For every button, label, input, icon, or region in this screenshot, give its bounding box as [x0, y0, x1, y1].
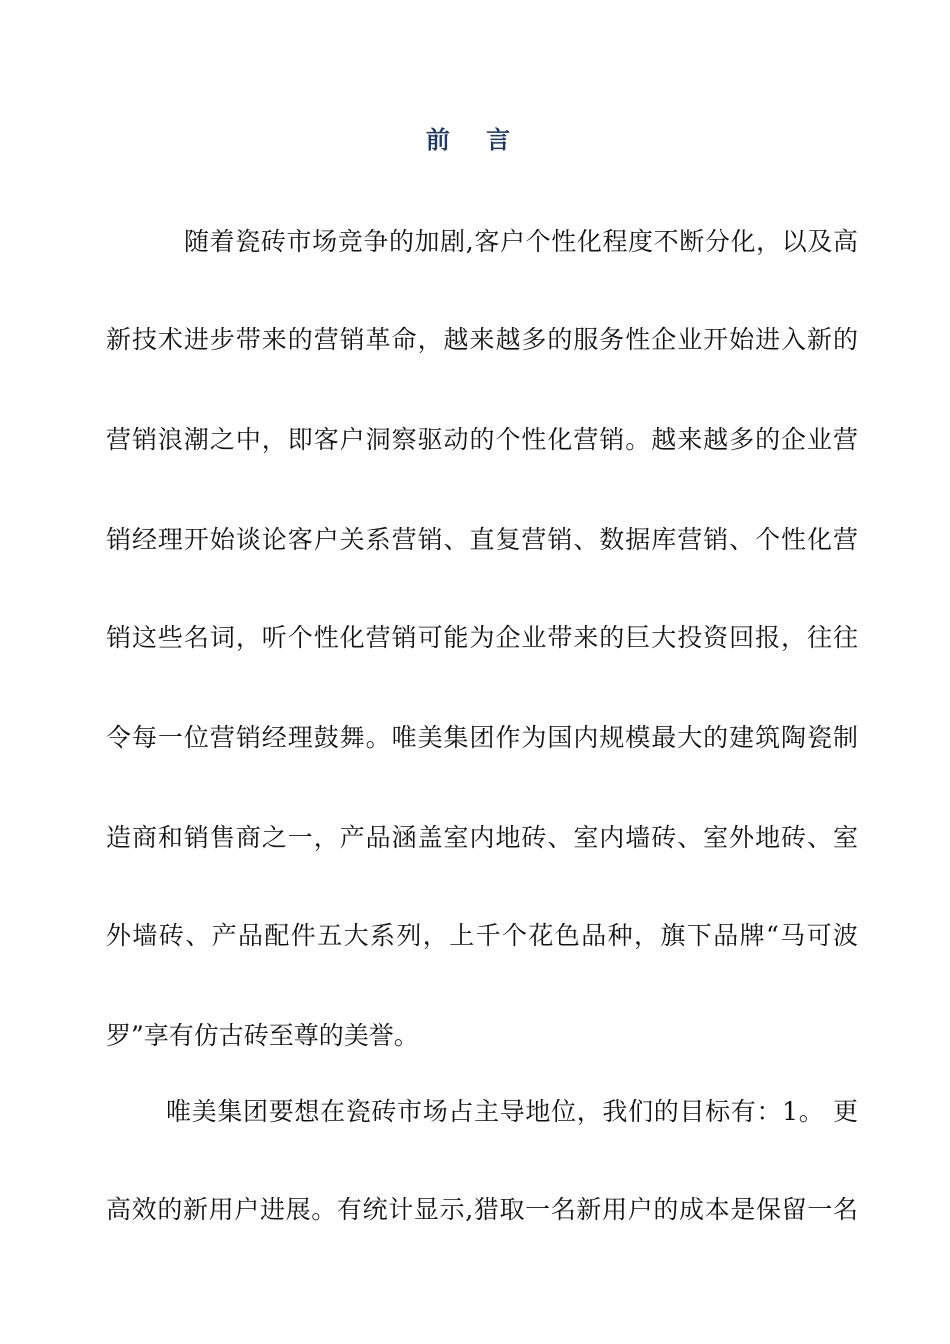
paragraph-line: 罗”享有仿古砖至尊的美誉。	[106, 1021, 419, 1050]
paragraph-line: 新技术进步带来的营销革命，越来越多的服务性企业开始进入新的	[106, 325, 858, 354]
paragraph-line: 随着瓷砖市场竞争的加剧,客户个性化程度不断分化，以及高	[184, 227, 858, 256]
paragraph-line: 令每一位营销经理鼓舞。唯美集团作为国内规模最大的建筑陶瓷制	[106, 723, 858, 752]
paragraph-line: 唯美集团要想在瓷砖市场占主导地位，我们的目标有：1。 更	[166, 1097, 858, 1126]
paragraph-line: 造商和销售商之一，产品涵盖室内地砖、室内墙砖、室外地砖、室	[106, 823, 858, 852]
paragraph-line: 外墙砖、产品配件五大系列，上千个花色品种，旗下品牌“马可波	[106, 921, 858, 950]
paragraph-line: 营销浪潮之中，即客户洞察驱动的个性化营销。越来越多的企业营	[106, 425, 858, 454]
paragraph-line: 销这些名词，听个性化营销可能为企业带来的巨大投资回报，往往	[106, 623, 858, 652]
paragraph-line: 高效的新用户进展。有统计显示,猎取一名新用户的成本是保留一名	[106, 1195, 858, 1224]
page-title: 前 言	[425, 125, 525, 154]
paragraph-line: 销经理开始谈论客户关系营销、直复营销、数据库营销、个性化营	[106, 525, 858, 554]
